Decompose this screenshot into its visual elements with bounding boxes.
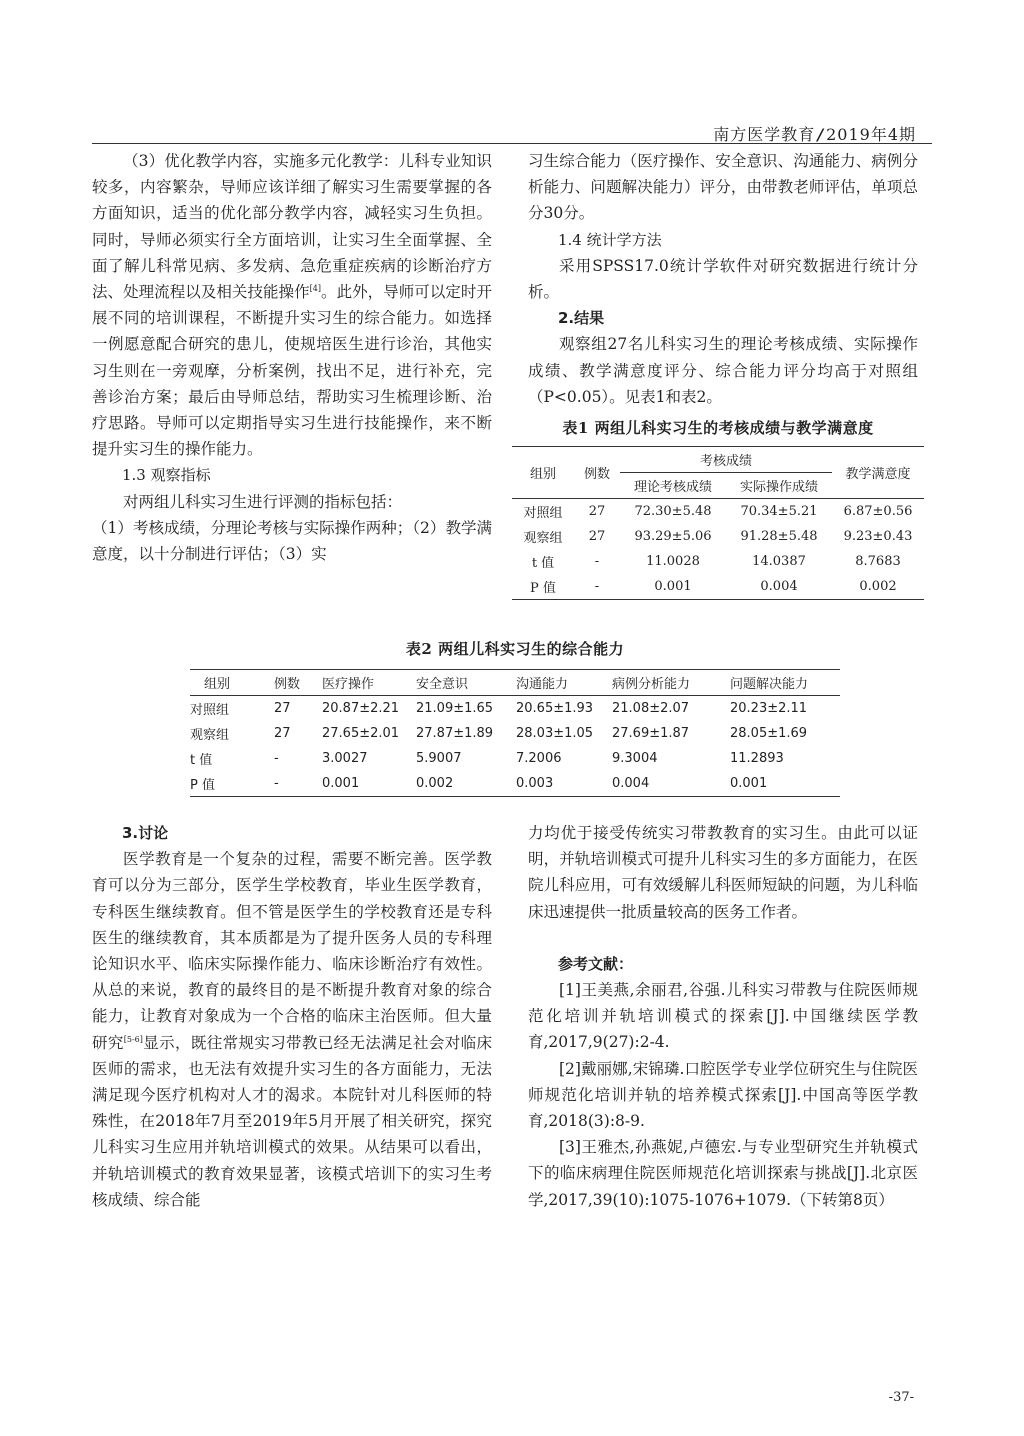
table2-cell: 20.87±2.21 bbox=[322, 701, 400, 716]
table1-header-satisfaction: 教学满意度 bbox=[832, 447, 924, 499]
table1-cell: 6.87±0.56 bbox=[843, 504, 913, 519]
table1-cell: t 值 bbox=[531, 556, 555, 571]
table2-header: 问题解决能力 bbox=[730, 677, 809, 692]
table2-cell: 21.08±2.07 bbox=[612, 701, 690, 716]
table1-cell: 27 bbox=[588, 504, 606, 519]
table1 bbox=[512, 446, 924, 600]
table1-cell: 72.30±5.48 bbox=[634, 504, 712, 519]
table1-header-practice: 实际操作成绩 bbox=[739, 480, 818, 495]
right-column-top bbox=[528, 148, 918, 410]
table2-header: 医疗操作 bbox=[322, 677, 375, 692]
table1-cell: 70.34±5.21 bbox=[740, 504, 818, 519]
table2-cell: 20.65±1.93 bbox=[516, 701, 594, 716]
section-heading-1-3: 1.3 观察指标 bbox=[122, 466, 211, 485]
table2-cell: 11.2893 bbox=[730, 751, 784, 766]
table1-header-theory: 理论考核成绩 bbox=[633, 480, 712, 495]
table1-cell: 8.7683 bbox=[855, 554, 901, 569]
paragraph-conclusion: 力均优于接受传统实习带教教育的实习生。由此可以证明，并轨培训模式可提升儿科实习生的多方面能力，在医院儿科应用，可有效缓解儿科医师短缺的问题，为儿科临床迅速提供一批质量较高的医务工作者。 bbox=[528, 824, 918, 921]
table2-cell: 5.9007 bbox=[416, 751, 462, 766]
table2-cell: - bbox=[274, 776, 279, 791]
paragraph-results: 观察组27名儿科实习生的理论考核成绩、实际操作成绩、教学满意度评分、综合能力评分均高于对照组（P<0.05）。见表1和表2。 bbox=[528, 335, 918, 406]
table1-cell: 93.29±5.06 bbox=[634, 529, 712, 544]
table1-caption: 表1 两组儿科实习生的考核成绩与教学满意度 bbox=[562, 419, 874, 437]
section-heading-discussion: 3.讨论 bbox=[122, 824, 169, 842]
table2-cell: 对照组 bbox=[190, 703, 230, 718]
table2-caption: 表2 两组儿科实习生的综合能力 bbox=[405, 640, 625, 658]
table2-header: 组别 bbox=[204, 677, 231, 692]
paragraph-indicator-list: （1）考核成绩，分理论考核与实际操作两种；（2）教学满意度，以十分制进行评估；（3）实 bbox=[92, 518, 492, 564]
issue-label: 2019年4期 bbox=[826, 125, 916, 144]
table2-cell: 0.002 bbox=[416, 776, 454, 791]
header-rule bbox=[92, 143, 932, 144]
paragraph-ability-score: 习生综合能力（医疗操作、安全意识、沟通能力、病例分析能力、问题解决能力）评分，由带教老师评估，单项总分30分。 bbox=[528, 152, 918, 223]
table2-cell: 0.003 bbox=[516, 776, 554, 791]
table2-header: 沟通能力 bbox=[516, 677, 569, 692]
table2-cell: 27 bbox=[274, 726, 291, 741]
table2-cell: 28.03±1.05 bbox=[516, 726, 594, 741]
table2-cell: P 值 bbox=[190, 778, 215, 793]
table1-cell: 0.004 bbox=[760, 579, 798, 594]
table2-cell: 7.2006 bbox=[516, 751, 562, 766]
paragraph-indicators: 对两组儿科实习生进行评测的指标包括： bbox=[123, 492, 403, 511]
paragraph-teaching-content: （3）优化教学内容，实施多元化教学：儿科专业知识较多，内容繁杂，导师应该详细了解实习生需要掌握的各方面知识，适当的优化部分教学内容，减轻实习生负担。同时，导师必须实行全方面培训，让实习生全面掌握、全面了解儿科常见病、多发病、急危重症疾病的诊断治疗方法、处理流程以及相关技能操作[4]。此外，导师可以定时开展不同的培训课程，不断提升实习生的综合能力。如选择一例愿意配合研究的患儿，使规培医生进行诊治，其他实习生则在一旁观摩，分析案例，找出不足，进行补充，完善诊治方案；最后由导师总结，帮助实习生梳理诊断、治疗思路。导师可以定期指导实习生进行技能操作，来不断提升实习生的操作能力。 bbox=[92, 152, 492, 459]
table1-cell: 0.002 bbox=[859, 579, 897, 594]
table1-cell: 11.0028 bbox=[646, 554, 700, 569]
right-column-bottom bbox=[528, 820, 918, 1213]
table1-cell: - bbox=[594, 554, 600, 569]
table1-cell: P 值 bbox=[530, 581, 556, 596]
reference-item: [3]王雅杰,孙燕妮,卢德宏.与专业型研究生并轨模式下的临床病理住院医师规范化培训探索与挑战[J].北京医学,2017,39(10):1075-1076+1079.（下转第8页） bbox=[528, 1138, 918, 1209]
paragraph-statistics: 采用SPSS17.0统计学软件对研究数据进行统计分析。 bbox=[528, 256, 918, 302]
table2-cell: 9.3004 bbox=[612, 751, 658, 766]
reference-item: [2]戴丽娜,宋锦璘.口腔医学专业学位研究生与住院医师规范化培训并轨的培养模式探索[J].中国高等医学教育,2018(3):8-9. bbox=[528, 1059, 918, 1131]
table1-header-exam: 考核成绩 bbox=[620, 447, 832, 473]
table1-cell: 对照组 bbox=[523, 506, 563, 521]
table2-cell: 28.05±1.69 bbox=[730, 726, 808, 741]
table2 bbox=[190, 669, 840, 797]
table1-cell: 91.28±5.48 bbox=[740, 529, 818, 544]
table2-cell: 27.65±2.01 bbox=[322, 726, 400, 741]
section-heading-1-4: 1.4 统计学方法 bbox=[558, 230, 662, 249]
table2-header: 例数 bbox=[274, 677, 301, 692]
table1-header-group: 组别 bbox=[512, 447, 574, 499]
table2-cell: 27 bbox=[274, 701, 291, 716]
table2-header: 病例分析能力 bbox=[612, 677, 691, 692]
table2-cell: 观察组 bbox=[190, 728, 230, 743]
table2-cell: 27.87±1.89 bbox=[416, 726, 494, 741]
table2-cell: 27.69±1.87 bbox=[612, 726, 690, 741]
table2-header: 安全意识 bbox=[416, 677, 469, 692]
reference-item: [1]王美燕,余丽君,谷强.儿科实习带教与住院医师规范化培训并轨培训模式的探索[J].中国继续医学教育,2017,9(27):2-4. bbox=[528, 981, 918, 1052]
table2-cell: - bbox=[274, 751, 279, 766]
table2-cell: 0.001 bbox=[730, 776, 768, 791]
left-column-bottom bbox=[92, 820, 492, 1213]
table2-cell: 0.004 bbox=[612, 776, 650, 791]
citation-4: [4] bbox=[309, 283, 321, 293]
table1-header-n: 例数 bbox=[574, 447, 620, 499]
table2-cell: t 值 bbox=[190, 753, 213, 768]
table1-cell: 14.0387 bbox=[752, 554, 806, 569]
table1-cell: 观察组 bbox=[523, 531, 563, 546]
references-heading: 参考文献： bbox=[558, 954, 634, 973]
table2-block bbox=[190, 638, 840, 797]
table1-cell: 27 bbox=[588, 529, 606, 544]
page-number: -37- bbox=[888, 1390, 914, 1405]
citation-5-6: [5-6] bbox=[123, 1034, 143, 1044]
running-header bbox=[713, 122, 916, 145]
table1-cell: 0.001 bbox=[654, 579, 692, 594]
table1-block bbox=[512, 417, 924, 600]
paragraph-discussion: 医学教育是一个复杂的过程，需要不断完善。医学教育可以分为三部分，医学生学校教育，毕业生医学教育，专科医生继续教育。但不管是医学生的学校教育还是专科医生的继续教育，其本质都是为了提升医务人员的专科理论知识水平、临床实际操作能力、临床诊断治疗有效性。从总的来说，教育的最终目的是不断提升教育对象的综合能力，让教育对象成为一个合格的临床主治医师。但大量研究[5-6]显示，既往常规实习带教已经无法满足社会对临床医师的需求，也无法有效提升实习生的各方面能力，无法满足现今医疗机构对人才的渴求。本院针对儿科医师的特殊性，在2018年7月至2019年5月开展了相关研究，探究儿科实习生应用并轨培训模式的效果。从结果可以看出，并轨培训模式的教育效果显著，该模式培训下的实习生考核成绩、综合能 bbox=[92, 850, 492, 1209]
table2-cell: 20.23±2.11 bbox=[730, 701, 808, 716]
left-column-top bbox=[92, 148, 492, 567]
table2-cell: 3.0027 bbox=[322, 751, 368, 766]
table1-cell: 9.23±0.43 bbox=[843, 529, 913, 544]
section-heading-results: 2.结果 bbox=[558, 309, 605, 328]
table2-cell: 21.09±1.65 bbox=[416, 701, 494, 716]
journal-name: 南方医学教育 bbox=[713, 125, 816, 144]
table1-cell: - bbox=[594, 579, 600, 594]
table2-cell: 0.001 bbox=[322, 776, 360, 791]
header-separator: / bbox=[817, 125, 825, 144]
